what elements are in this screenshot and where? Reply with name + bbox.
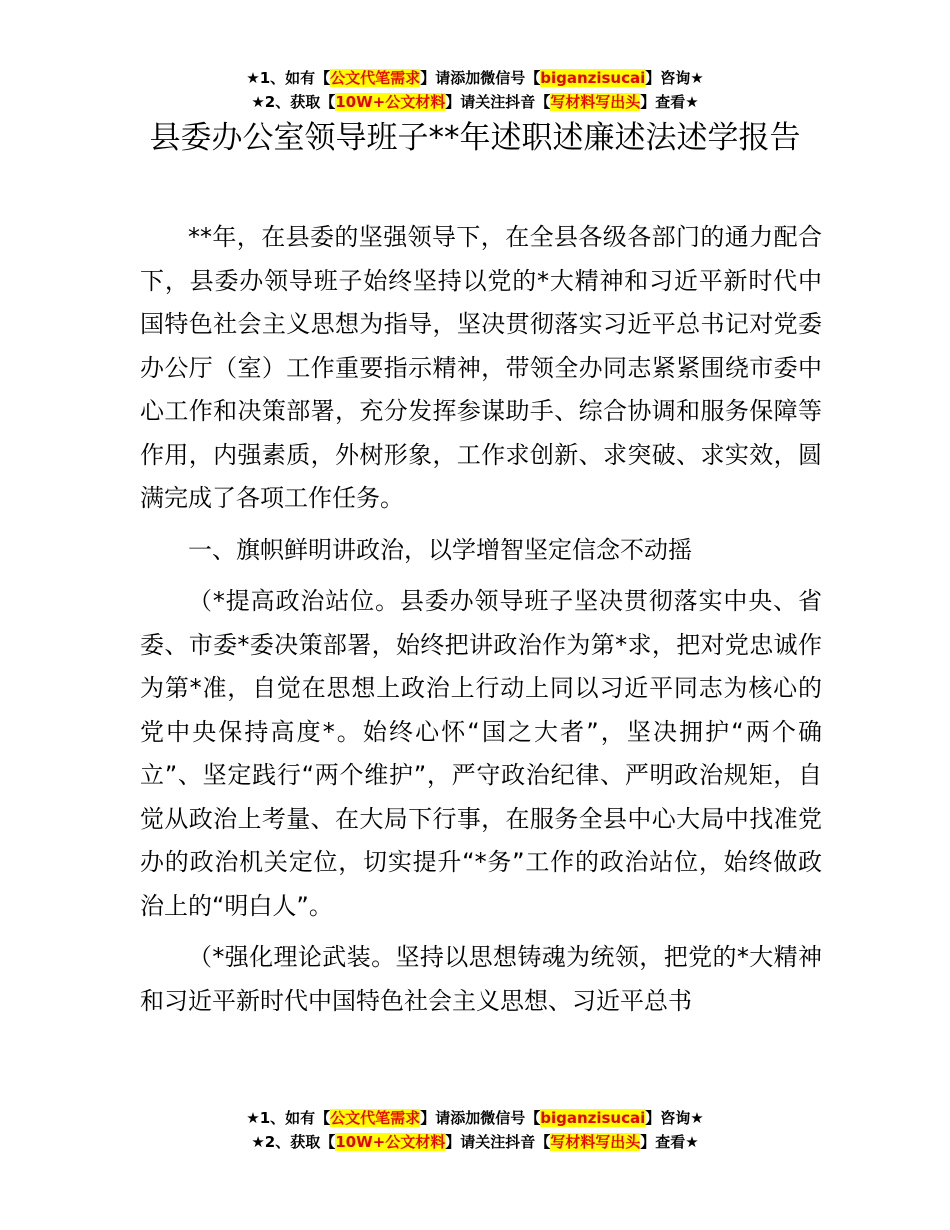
highlight-douyin: 写材料写出头 — [550, 93, 641, 111]
section-heading-1: 一、旗帜鲜明讲政治，以学增智坚定信念不动摇 — [188, 535, 692, 564]
highlight-materials: 10W+公文材料 — [335, 1133, 446, 1151]
highlight-wechat-id: biganzisucai — [540, 1109, 646, 1127]
highlight-ghostwriting: 公文代笔需求 — [330, 69, 421, 87]
paragraph-intro: **年，在县委的坚强领导下，在全县各级各部门的通力配合下，县委办领导班子始终坚持以党的*大精神和习近平新时代中国特色社会主义思想为指导，坚决贯彻落实习近平总书记对党委办公厅（室）工作重要指示精神，带领全办同志紧紧围绕市委中心工作和决策部署，充分发挥参谋助手、综合协调和服务保障等作用，内强素质，外树形象，工作求创新、求突破、求实效，圆满完成了各项工作任务。 — [140, 223, 822, 512]
highlight-douyin: 写材料写出头 — [550, 1133, 641, 1151]
promo-banner-top — [0, 66, 950, 114]
document-title: 县委办公室领导班子**年述职述廉述法述学报告 — [149, 120, 801, 156]
promo-line-2: ★2、获取【10W+公文材料】请关注抖音【写材料写出头】查看★ — [251, 93, 699, 111]
promo-line-1: ★1、如有【公文代笔需求】请添加微信号【biganzisucai】咨询★ — [246, 69, 704, 87]
highlight-wechat-id: biganzisucai — [540, 69, 646, 87]
promo-line-1: ★1、如有【公文代笔需求】请添加微信号【biganzisucai】咨询★ — [246, 1109, 704, 1127]
document-body — [140, 216, 822, 1031]
highlight-ghostwriting: 公文代笔需求 — [330, 1109, 421, 1127]
promo-line-2: ★2、获取【10W+公文材料】请关注抖音【写材料写出头】查看★ — [251, 1133, 699, 1151]
paragraph-theory: （*强化理论武装。坚持以思想铸魂为统领，把党的*大精神和习近平新时代中国特色社会主义思想、习近平总书 — [140, 943, 822, 1015]
paragraph-political-stance: （*提高政治站位。县委办领导班子坚决贯彻落实中央、省委、市委*委决策部署，始终把讲政治作为第*求，把对党忠诚作为第*准，自觉在思想上政治上行动上同以习近平同志为核心的党中央保持高度*。始终心怀“国之大者”，坚决拥护“两个确立”、坚定践行“两个维护”，严守政治纪律、严明政治规矩，自觉从政治上考量、在大局下行事，在服务全县中心大局中找准党办的政治机关定位，切实提升“*务”工作的政治站位，始终做政治上的“明白人”。 — [140, 587, 822, 920]
highlight-materials: 10W+公文材料 — [335, 93, 446, 111]
promo-banner-bottom — [0, 1106, 950, 1154]
